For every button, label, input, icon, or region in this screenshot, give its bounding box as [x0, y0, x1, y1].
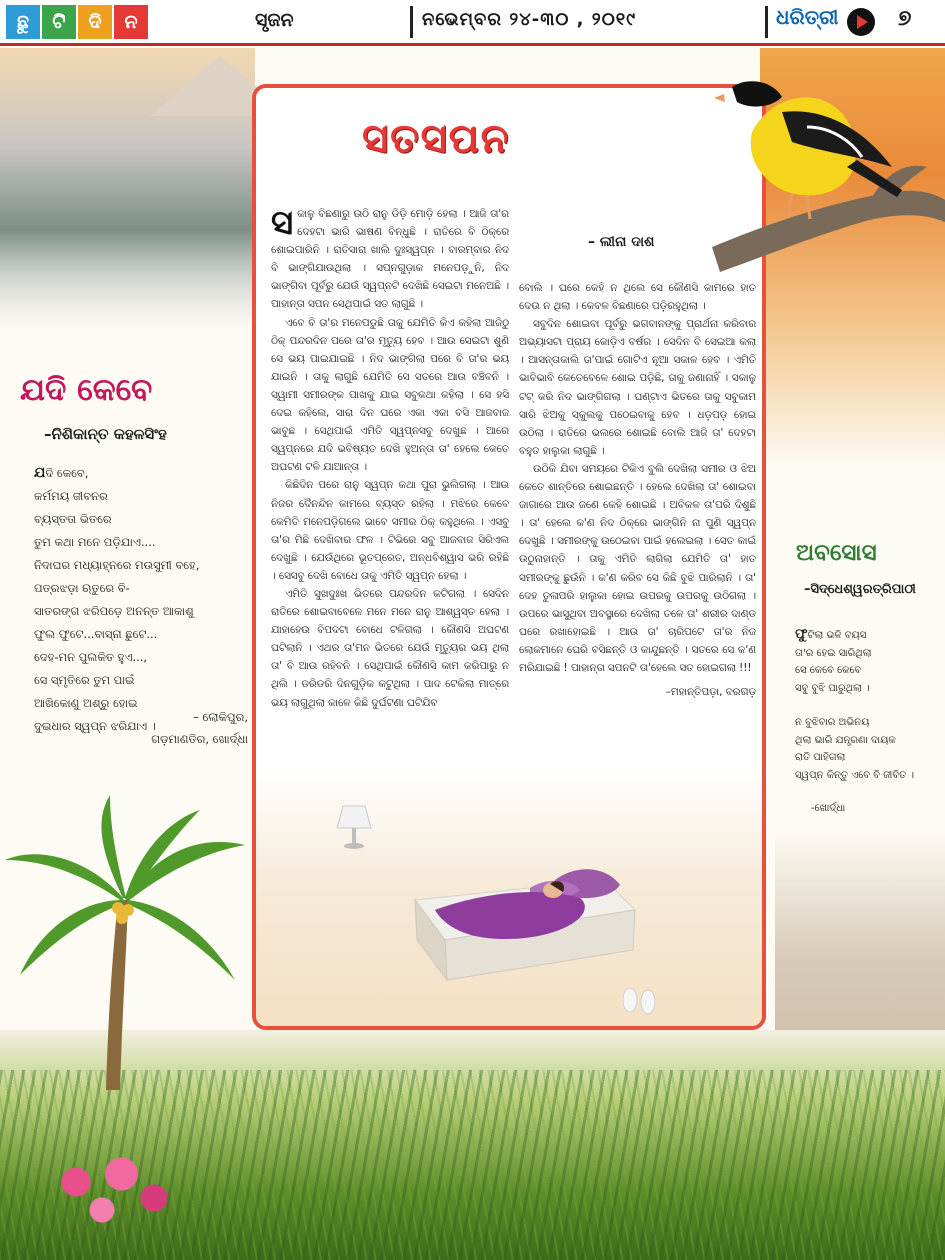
paragraph-text: କାଳୁ ବିଛଣାରୁ ଉଠି ରାନୁ ଡିଡ଼ି ମୋଡ଼ି ହେଲା । ଆଜି ତା'ର ଦେହଟା ଭାରି ଭାଷଣ ବିନ୍ଧୁଛି । ରାତିରେ ବି ଠିକ୍‌ରେ ଶୋଇପାରିନି । ରାତିସାରା ଖାଲି ଦୁଃସ୍ୱପ୍ନ । ବାରମ୍ବାର ନିଦ ବି ଭାଙ୍ଗିଯାଉଥିଲା । ସପ୍ନଗୁଡ଼ାକ ମନେପଡ଼ୁନି, ନିଦ ଭାଙ୍ଗିବା ପୂର୍ବରୁ ଯେଉଁ ସ୍ୱପ୍ନଟି ଦେଖିଛି ସେଇଟା ମନେଅଛି । ପାହାନ୍ତା ସପନ ସେଥିପାଇଁ ସତ ଲାଗୁଛି । [271, 208, 509, 311]
poem-line: ନ ବୁଝିବାର ଅଭିନୟ [795, 717, 870, 728]
poem-first-char: ଫୁ [795, 627, 808, 642]
poem-line: ନିଦାଘର ମଧ୍ୟାହ୍ନରେ ମଉସୁମୀ ବହେ, [34, 558, 200, 572]
poem-line: ଦୁଇଧାର ସ୍ୱପ୍ନ ଝରିଯାଏ । [34, 719, 156, 733]
drop-cap: ସ [271, 203, 294, 243]
story-paragraph: ଏମିତି ସୁଖଦୁଃଖ ଭିତରେ ପନ୍ଦରଦିନ କଟିଗଲା । ସେଦିନ ରାତିରେ ଶୋଇବାବେଳେ ମନେ ମନେ ରାନୁ ଆଶ୍ୱସ୍ତ ହେଲା । ଯାହାହେଉ ବିପଦଟା ବୋଧେ ଟଳିଗଲା । କୌଣସି ଅଘଟଣ ଘଟିଲାନି । ଏଥର ତା'ମନ ଭିତରେ ଯେଉଁ ମୃତ୍ୟୁର ଭୟ ଥିଲା ତା' ବି ଆଉ ରହିବନି । ସେଥିପାଇଁ କୌଣସି କାମ କରିପାରୁ ନ ଥିଲି । ଡରିଡରି ଦିନଗୁଡ଼ିକ କଟୁଥିଲା । ପାଦ ଟେକିଲା ମାତ୍ରେ ଭୟ ଲାଗୁଥିଲା କାଳେ କିଛି ଦୁର୍ଘଟଣା ଘଟିଯିବ [271, 587, 509, 709]
story-column-right [519, 279, 756, 701]
poem-line: ତା'ର ହେଇ ସାରିଥିଲା [795, 647, 872, 659]
place-line: ଗଡ଼ମାଣତିର, ଖୋର୍ଦ୍ଧା [151, 732, 248, 746]
left-poem-author: –ନିଶିକାନ୍ତ କହଳସିଂହ [44, 425, 167, 443]
page-header [0, 0, 945, 46]
story-author: – ଲୀନା ଦାଶ [588, 234, 655, 250]
poem-line: ସେ ସ୍ମୃତିରେ ତୁମ ପାଇଁ [34, 673, 135, 687]
section-name: ସୃଜନ [255, 9, 294, 31]
story-column-left [271, 205, 509, 712]
story-paragraph: ଏବେ ବି ତା'ର ମନେପଡୁଛି ତାକୁ ଯେମିତି କିଏ କହିଲା ଆଜିଠୁ ଠିକ୍ ପନ୍ଦରଦିନ ପରେ ତା'ର ମୃତ୍ୟୁ ହେବ । ଆଉ ସେଇଟା ଶୁଣି ସେ ଭୟ ପାଇଯାଇଛି । ନିଦ ଭାଙ୍ଗିଲା ପରେ ବି ତା'ର ଭୟ ଯାଇନି । ତାକୁ ଲାଗୁଛି ଯେମିତି ସେ ସତରେ ଆଉ ବଞ୍ଚିବନି । ସ୍ୱାମୀ ସମୀରଙ୍କ ପାଖକୁ ଯାଇ ସବୁକଥା କହିଲା । ସେ ହସି ଦେଇ କହିଲେ, ସାରା ଦିନ ଘରେ ଏକା ଏକା ବସି ଆଜବାଜ ଭାବୁଛ । ସେଥିପାଇଁ ଏମିତି ସ୍ୱପ୍ନସବୁ ଦେଖୁଛ । ଆରେ ସ୍ୱପ୍ନରେ ଯଦି ଭବିଷ୍ୟତ ଦେଖି ହୁଅନ୍ତା ତା' ହେଲେ କେତେ ଅଘଟଣ ଟଳି ଯାଆନ୍ତା । [271, 316, 509, 474]
poem-line: ପତ୍ରଝଡ଼ା ଋତୁରେ ବି- [34, 581, 130, 595]
right-poem-title: ଅବସୋସ [796, 540, 877, 566]
poem-line: ସାତରଙ୍ଗ ଝରିପଡ଼େ ଅନନ୍ତ ଆକାଶୁ [34, 604, 194, 618]
poem-line: ଫୁଲ ଫୁଟେ...ବାସ୍ନା ଛୁଟେ... [34, 627, 158, 641]
poem-line: ତୁମ କଥା ମନେ ପଡ଼ିଯାଏ.... [34, 535, 156, 549]
poem-line: ସେ କେବେ କେବେ [795, 665, 862, 676]
page-number: ୭ [898, 6, 912, 31]
right-poem-author: –ସିଦ୍ଧେଶ୍ୱରତ୍ରିପାଠୀ [804, 582, 916, 597]
story-paragraph: ଉଠିକି ଯିବା ସମୟରେ ଟିକିଏ ବୁଲି ଦେଖିଲା ସମୀର ଓ ଝିଅ କେତେ ଶାନ୍ତିରେ ଶୋଇଛନ୍ତି । ହେଲେ ଦେଖିଲା ତା' ଶୋଇବା ଜାଗାରେ ଆଉ ଜଣେ କେହି ଶୋଇଛି । ଅବିକଳ ତା'ପରି ଦିଶୁଛି । ତା' ହେଲେ କ'ଣ ନିଦ ଠିକ୍‌ରେ ଭାଙ୍ଗିନି ନା ପୁଣି ସ୍ୱପ୍ନ ଦେଖୁଛି । ସମୀରଙ୍କୁ ଉଠେଇବା ପାଇଁ ହଲେଇଲା । ସେତ କାଇଁ ଉଠୁନାହାନ୍ତି । ତାକୁ ଏମିତି ଲାଗିଲା ଯେମିତି ତା' ହାତ ସମୀରଙ୍କୁ ଛୁଉଁନି । କ'ଣ କରିବ ସେ କିଛି ବୁଝି ପାରିଲାନି । ତା' ଦେହ ତୁଳାପରି ହାଲୁକା ହୋଇ ଉପରକୁ ଉପରକୁ ଉଠିଗଲା । ଉପରେ ଭାସୁଥିବା ଅବସ୍ଥାରେ ଦେଖିଲା ତଳେ ତା' ଶରୀର ଦାଣ୍ଡ ଘରେ ରଖାହୋଇଛି । ଆଉ ତା' ଚାରିପଟେ ତା'ର ନିଜ ଲୋକମାନେ ଘେରି ବସିଛନ୍ତି ଓ କାନ୍ଦୁଛନ୍ତି । ସତରେ ସେ କ'ଣ ମରିଯାଇଛି ! ପାହାନ୍ତା ସପନଟି ତା'ହେଲେ ସତ ହୋଇଗଲା !!! [519, 462, 756, 674]
poem-line: ବ୍ୟସ୍ତତା ଭିତରେ [34, 512, 112, 526]
place-line: – ଲୋକିପୁର, [193, 710, 248, 724]
right-poem-place: -ଖୋର୍ଦ୍ଧା [811, 803, 846, 814]
brand-letter-2: ଟି [42, 5, 76, 39]
right-poem-body [795, 626, 940, 801]
poem-line: ଆଖିକୋଣୁ ଅଶ୍ରୁ ହୋଇ [34, 696, 138, 710]
left-poem-place [88, 706, 248, 750]
header-divider [765, 6, 768, 38]
left-poem-title: ଯଦି କେବେ [20, 372, 153, 408]
poem-line: ସ୍ୱପ୍ନ କିନ୍ତୁ ଏବେ ବି ଜୀବିତ । [795, 769, 914, 781]
story-paragraph: ସବୁଦିନ ଶୋଇବା ପୂର୍ବରୁ ଭଗବାନଙ୍କୁ ପ୍ରାର୍ଥନା କରିବାର ଅଭ୍ୟାସଟା ପ୍ରାୟ କୋଡ଼ିଏ ବର୍ଷର । ସେଦିନ ବି ସେଇଆ କଲା । ଆସନ୍ତାକାଲି ତା'ପାଇଁ ଗୋଟିଏ ନୂଆ ସକାଳ ହେବ । ଏମିତି ଭାବିଭାବି କେତେବେଳେ ଶୋଇ ପଡ଼ିଛି, ତାକୁ ଜଣାନାହିଁ । ସକାଳୁ ଟଟ୍ କରି ନିଦ ଭାଙ୍ଗିଗଲା । ଘଣ୍ଟାଏ ଭିତରେ ତାକୁ ସବୁକାମ ସାରି ଝିଅକୁ ସ୍କୁଲକୁ ପଠେଇବାକୁ ହେବ । ଧଡ଼ପଡ଼ ହୋଇ ଉଠିଲା । ରାତିରେ ଭଲରେ ଶୋଇଛି ବୋଲି ଆଜି ତା' ଦେହଟା ବହୁତ ହାଲୁକା ଲାଗୁଛି । [519, 318, 756, 457]
lamp-image [335, 802, 373, 850]
poem-line: ସବୁ ବୁଝି ପାରୁଥିଲା । [795, 682, 870, 694]
sleeping-woman-bed-image [405, 840, 640, 985]
story-paragraph [271, 205, 509, 314]
publication-logo: ଧରିତ୍ରୀ [776, 5, 839, 29]
pink-flowers-image [50, 1150, 180, 1230]
brand-letter-3: ଦି [78, 5, 112, 39]
fog-overlay [0, 230, 255, 350]
story-place: –ମହାନ୍ତିପଡ଼ା, ବରଗଡ଼ [665, 686, 756, 699]
poem-line [795, 626, 940, 645]
brand-logo [6, 5, 148, 39]
poem-line [34, 462, 249, 485]
poem-line: କର୍ମମୟ ଜୀବନର [34, 489, 108, 503]
poem-first-char: ଯ [34, 465, 46, 481]
play-icon [847, 8, 875, 36]
poem-line-text: ଦି କେବେ, [45, 466, 89, 480]
issue-date: ନଭେମ୍ବର ୨୪-୩୦ , ୨୦୧୯ [422, 9, 637, 30]
yellow-bird-image [712, 72, 945, 277]
poem-line: ଥିଲା ଭାରି ଯନ୍ତ୍ରଣା ଦାୟକ [795, 734, 896, 746]
slippers-image [620, 985, 660, 1015]
story-paragraph: କିଛିଦିନ ପରେ ରାନୁ ସ୍ୱପ୍ନ କଥା ପୁରା ଭୁଲିଗଲା । ଆଉ ନିଜର ଦୈନନ୍ଦିନ କାମରେ ବ୍ୟସ୍ତ ରହିଲା । ମଝିରେ କେବେ କେମିତି ମନେପଡ଼ିଗଲେ ଭାବେ ସମୀର ଠିକ୍ କହୁଥିଲେ । ଏସବୁ ତା'ର ମିଛି ଦେଖିବାର ଫଳ । ଟିଭିରେ ସବୁ ଆଜବାଜ ସିରିଏଲ ଦେଖୁଛି । ଯେଉଁଥିରେ ଭୂତପ୍ରେତ, ଅନ୍ଧବିଶ୍ୱାସ ଭରି ରହିଛି । ସେସବୁ ଦେଖି ବୋଧେ ତାକୁ ଏମିତି ସ୍ୱପ୍ନ ହେଲା । [271, 479, 509, 582]
story-paragraph: ବୋଲି । ଘରେ କେହି ନ ଥିଲେ ସେ କୌଣସି କାମରେ ହାତ ଦେଉ ନ ଥିଲା । କେବଳ ବିଛଣାରେ ପଡ଼ିରହୁଥିଲା । [519, 282, 756, 313]
header-divider [410, 6, 413, 38]
brand-letter-1: ଛୁ [6, 5, 40, 39]
poem-line: ଦେହ-ମନ ପୁଲକିତ ହୁଏ..., [34, 650, 148, 664]
poem-stanza [795, 714, 940, 784]
left-poem-body [34, 462, 249, 738]
brand-letter-4: ନ [114, 5, 148, 39]
poem-line: ରାତି ପାହିଗଲା [795, 752, 846, 763]
poem-stanza [795, 626, 940, 697]
poem-line-text: ଟିଲା ଭଳି ବୟସ [807, 630, 867, 641]
palm-tree-image [0, 790, 250, 1090]
story-title: ସତସପନ [362, 116, 511, 162]
